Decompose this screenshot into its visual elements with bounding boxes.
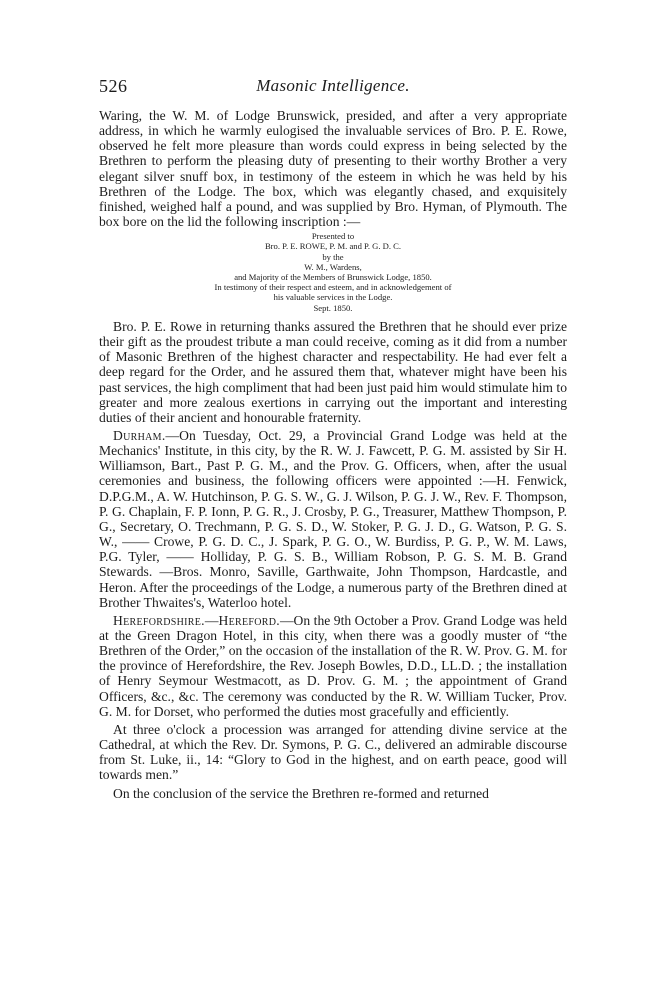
inscription-block — [99, 231, 567, 313]
inscription-line: Presented to — [311, 231, 355, 242]
inscription-line: W. M., Wardens, — [304, 261, 362, 272]
paragraph-procession: At three o'clock a procession was arranged for attending divine service at the Cathedral, at which the Rev. Dr. Symons, P. G. C., delivered an admirable discourse from St. Luke, ii., 14: “Glory to God in the highest, and on earth peace, good will towards men.” — [99, 721, 567, 783]
page — [99, 76, 567, 801]
paragraph-durham — [99, 428, 567, 610]
section-heading-hereford: Hereford. — [218, 612, 280, 628]
paragraph-herefordshire-body: —On the 9th October a Prov. Grand Lodge was held at the Green Dragon Hotel, in this city, when there was a goodly muster of “the Brethren of the Order,” on the occasion of the installation of the R. W. Prov. G. M. for the province of Herefordshire, the Rev. Joseph Bowles, D.D., LL.D. ; the installation of Henry Seymour Westmacott, as D. Prov. G. M. ; the appointment of Grand Officers, &c., &c. The ceremony was conducted by the R. W. William Tucker, Prov. G. M. for Dorset, who performed the duties most gracefully and efficiently. — [99, 612, 567, 719]
inscription-line: by the — [322, 251, 344, 262]
paragraph-herefordshire — [99, 613, 567, 719]
section-heading-herefordshire: Herefordshire. — [113, 612, 205, 628]
running-title: Masonic Intelligence. — [256, 76, 410, 95]
paragraph-conclusion: On the conclusion of the service the Brethren re-formed and returned — [113, 785, 489, 801]
inscription-line: In testimony of their respect and esteem, and in acknowledgement of — [214, 282, 452, 293]
inscription-line: Sept. 1850. — [313, 302, 353, 313]
section-heading-durham: Durham. — [113, 427, 166, 443]
paragraph-rowe-thanks: Bro. P. E. Rowe in returning thanks assured the Brethren that he should ever prize their gift as the proudest tribute a man could receive, coming as it did from a number of Masonic Brethren of the highest character and respectability. He had ever felt a deep regard for the Order, and he assured them that, whatever might have been his past services, the high compliment that had been just paid him would stimulate him to greater and more zealous exertions in carrying out the important and interesting duties of their ancient and honourable fraternity. — [99, 318, 567, 425]
inscription-line: and Majority of the Members of Brunswick Lodge, 1850. — [234, 272, 432, 283]
inscription-line: Bro. P. E. ROWE, P. M. and P. G. D. C. — [264, 241, 402, 252]
page-number: 526 — [99, 76, 128, 96]
paragraph-durham-body: —On Tuesday, Oct. 29, a Provincial Grand Lodge was held at the Mechanics' Institute, in this city, by the R. W. J. Fawcett, P. G. M. assisted by Sir H. Williamson, Bart., Past P. G. M., and the Prov. G. Officers, when, after the usual ceremonies and business, the following officers were appointed :—H. Fenwick, D.P.G.M., A. W. Hutchinson, P. G. S. W., G. J. Wilson, P. G. J. W., Rev. F. Thompson, P. G. Chaplain, F. P. Ionn, P. G. R., J. Crosby, P. G., Treasurer, Matthew Thompson, P. G., Secretary, O. Trechmann, P. G. S. D., W. Stoker, P. G. J. D., G. Watson, P. G. S. W., —— Crowe, P. G. D. C., J. Spark, P. G. O., W. Burdiss, P. G. P., W. M. Laws, P.G. Tyler, —— Holliday, P. G. S. B., William Robson, P. G. S. M. B. Grand Stewards. —Bros. Monro, Saville, Garthwaite, John Thompson, Hardcastle, and Heron. After the proceedings of the Lodge, a numerous party of the Brethren dined at Brother Thwaites's, Waterloo hotel. — [99, 427, 567, 610]
running-head — [99, 76, 567, 98]
paragraph-rowe-presentation: Waring, the W. M. of Lodge Brunswick, presided, and after a very appropriate address, in which he warmly eulogised the invaluable services of Bro. P. E. Rowe, observed he felt more pleasure than words could express in being selected by the Brethren to perform the pleasing duty of presenting to their worthy Brother a very elegant silver snuff box, in testimony of the esteem in which he was held by his Brethren of the Lodge. The box, which was elegantly chased, and exquisitely finished, weighed half a pound, and was supplied by Bro. Hyman, of Plymouth. The box bore on the lid the following inscription :— — [99, 108, 567, 230]
inscription-line: his valuable services in the Lodge. — [273, 292, 393, 303]
heading-separator: — — [204, 612, 219, 628]
